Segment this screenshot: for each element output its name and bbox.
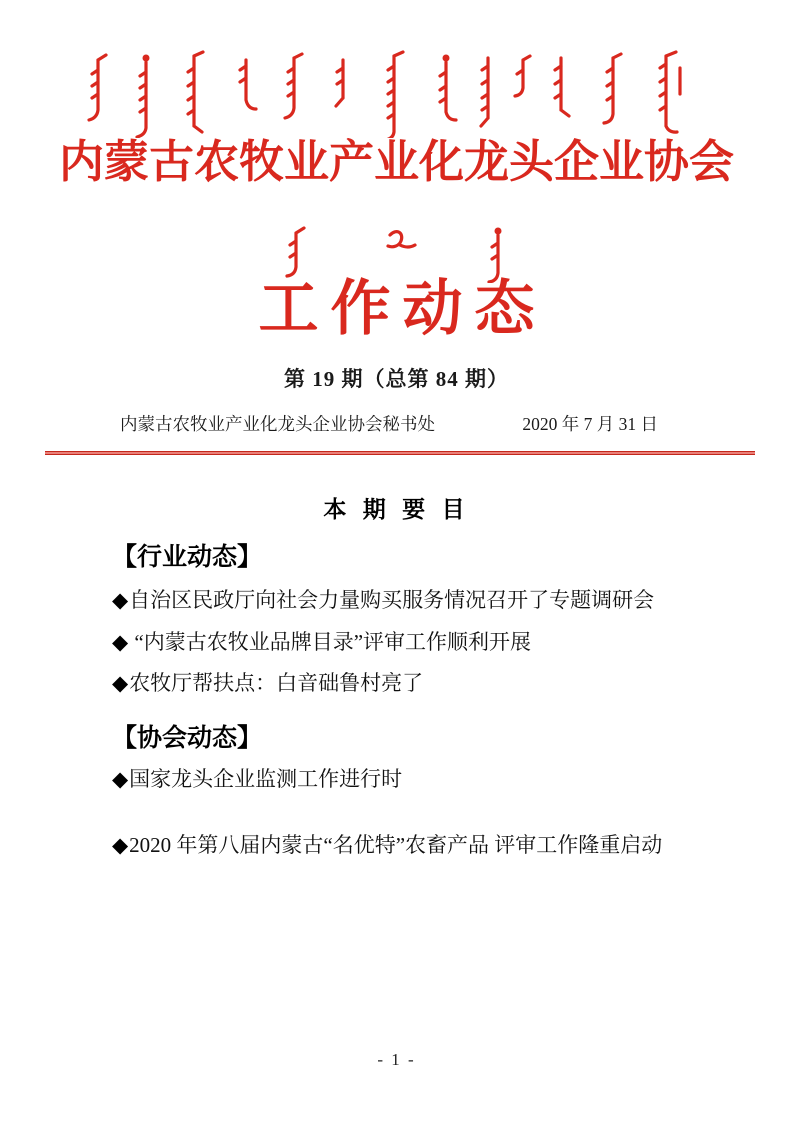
toc-item (112, 765, 705, 793)
publisher-row (120, 411, 658, 436)
toc-item-text: 自治区民政厅向社会力量购买服务情况召开了专题调研会 (129, 587, 655, 612)
publisher-name: 内蒙古农牧业产业化龙头企业协会秘书处 (120, 413, 435, 434)
publish-date: 2020 年 7 月 31 日 (522, 413, 658, 434)
toc-item-text: “内蒙古农牧业品牌目录”评审工作顺利开展 (129, 629, 532, 654)
toc-item (112, 628, 705, 656)
contents-title: 本 期 要 目 (323, 495, 470, 522)
diamond-bullet-icon: ◆ (112, 670, 129, 695)
red-divider-rule (45, 451, 755, 455)
page-number: - 1 - (377, 1050, 416, 1069)
org-title: 内蒙古农牧业产业化龙头企业协会 (58, 137, 734, 187)
section-label-industry: 【行业动态】 (112, 542, 263, 571)
mongolian-script-banner-icon (82, 50, 712, 138)
diamond-bullet-icon: ◆ (112, 766, 129, 791)
toc-item (112, 669, 705, 697)
toc-item (112, 586, 705, 614)
diamond-bullet-icon: ◆ (112, 629, 129, 654)
toc-item-text: 2020 年第八届内蒙古“名优特”农畜产品 评审工作隆重启动 (129, 832, 663, 857)
toc-item-text: 农牧厅帮扶点：白音础鲁村亮了 (129, 670, 424, 695)
diamond-bullet-icon: ◆ (112, 832, 129, 857)
section-label-association: 【协会动态】 (112, 723, 263, 752)
diamond-bullet-icon: ◆ (112, 587, 129, 612)
issue-label: 第 19 期（总第 84 期） (284, 366, 509, 391)
mongolian-script-subtitle-icon (272, 225, 522, 283)
toc-item-text: 国家龙头企业监测工作进行时 (129, 766, 403, 791)
bulletin-title: 工作动态 (258, 275, 547, 342)
toc-item (112, 825, 705, 865)
